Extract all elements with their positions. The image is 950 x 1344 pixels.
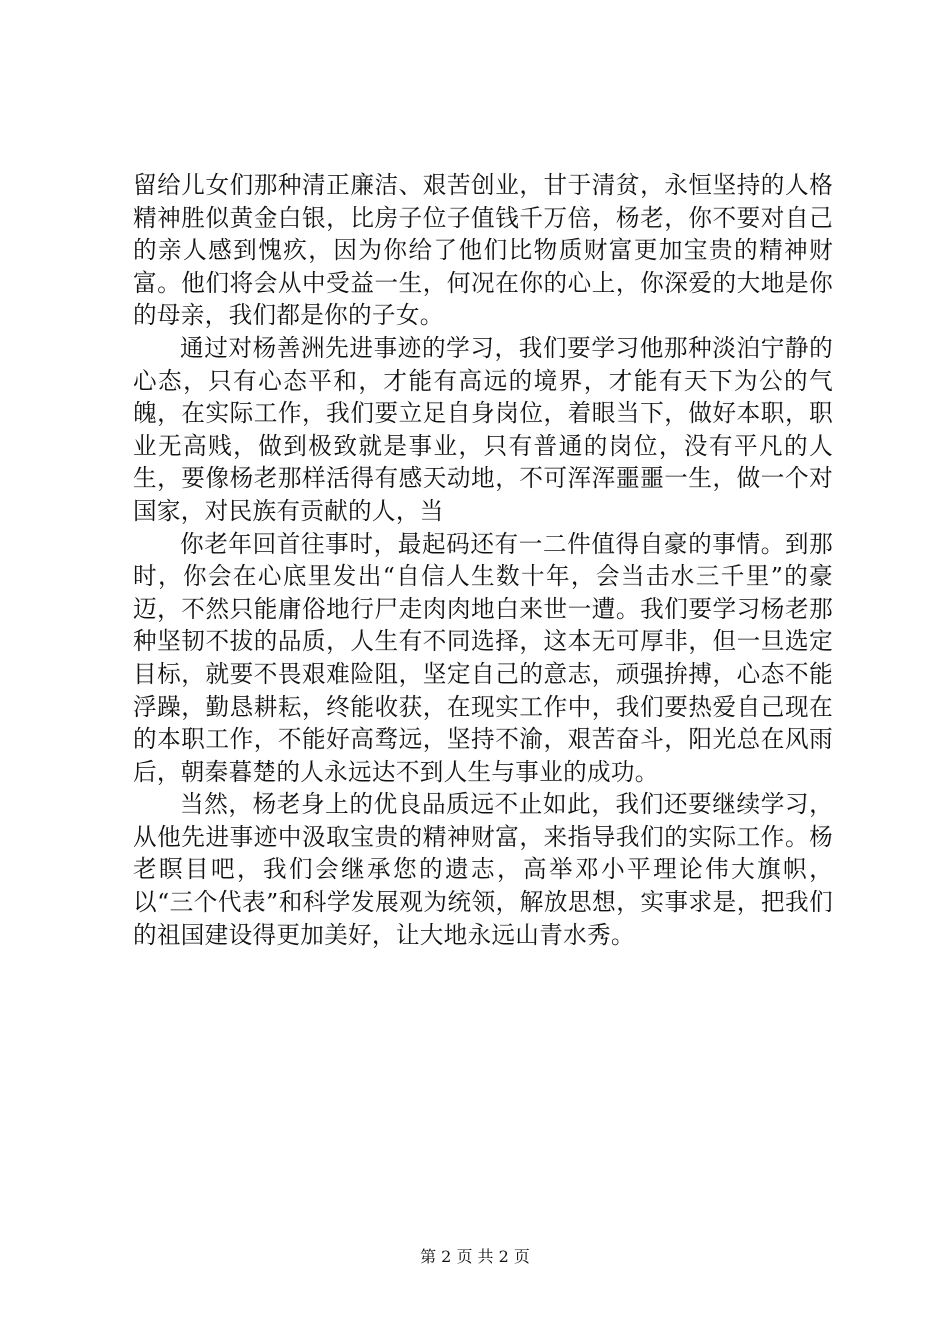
page-number-footer: 第 2 页 共 2 页 — [420, 1247, 530, 1266]
paragraph-2: 通过对杨善洲先进事迹的学习，我们要学习他那种淡泊宁静的心态，只有心态平和，才能有高远的境界，才能有天下为公的气魄，在实际工作，我们要立足自身岗位，着眼当下，做好本职，职业无高贱，做到极致就是事业，只有普通的岗位，没有平凡的人生，要像杨老那样活得有感天动地，不可浑浑噩噩一生，做一个对国家，对民族有贡献的人，当 — [133, 333, 833, 525]
paragraph-4: 当然，杨老身上的优良品质远不止如此，我们还要继续学习，从他先进事迹中汲取宝贵的精神财富，来指导我们的实际工作。杨老瞑目吧，我们会继承您的遗志，高举邓小平理论伟大旗帜，以“三个代表”和科学发展观为统领，解放思想，实事求是，把我们的祖国建设得更加美好，让大地永远山青水秀。 — [133, 790, 833, 949]
paragraph-3: 你老年回首往事时，最起码还有一二件值得自豪的事情。到那时，你会在心底里发出“自信人生数十年，会当击水三千里”的豪迈，不然只能庸俗地行尸走肉肉地白来世一遭。我们要学习杨老那种坚韧不拔的品质，人生有不同选择，这本无可厚非，但一旦选定目标，就要不畏艰难险阻，坚定自己的意志，顽强拚搏，心态不能浮躁，勤恳耕耘，终能收获，在现实工作中，我们要热爱自己现在的本职工作，不能好高骛远，坚持不渝，艰苦奋斗，阳光总在风雨后，朝秦暮楚的人永远达不到人生与事业的成功。 — [133, 529, 833, 786]
paragraph-1: 留给儿女们那种清正廉洁、艰苦创业，甘于清贫，永恒坚持的人格精神胜似黄金白银，比房子位子值钱千万倍，杨老，你不要对自己的亲人感到愧疚，因为你给了他们比物质财富更加宝贵的精神财富。他们将会从中受益一生，何况在你的心上，你深爱的大地是你的母亲，我们都是你的子女。 — [133, 171, 833, 330]
document-body — [133, 169, 833, 951]
